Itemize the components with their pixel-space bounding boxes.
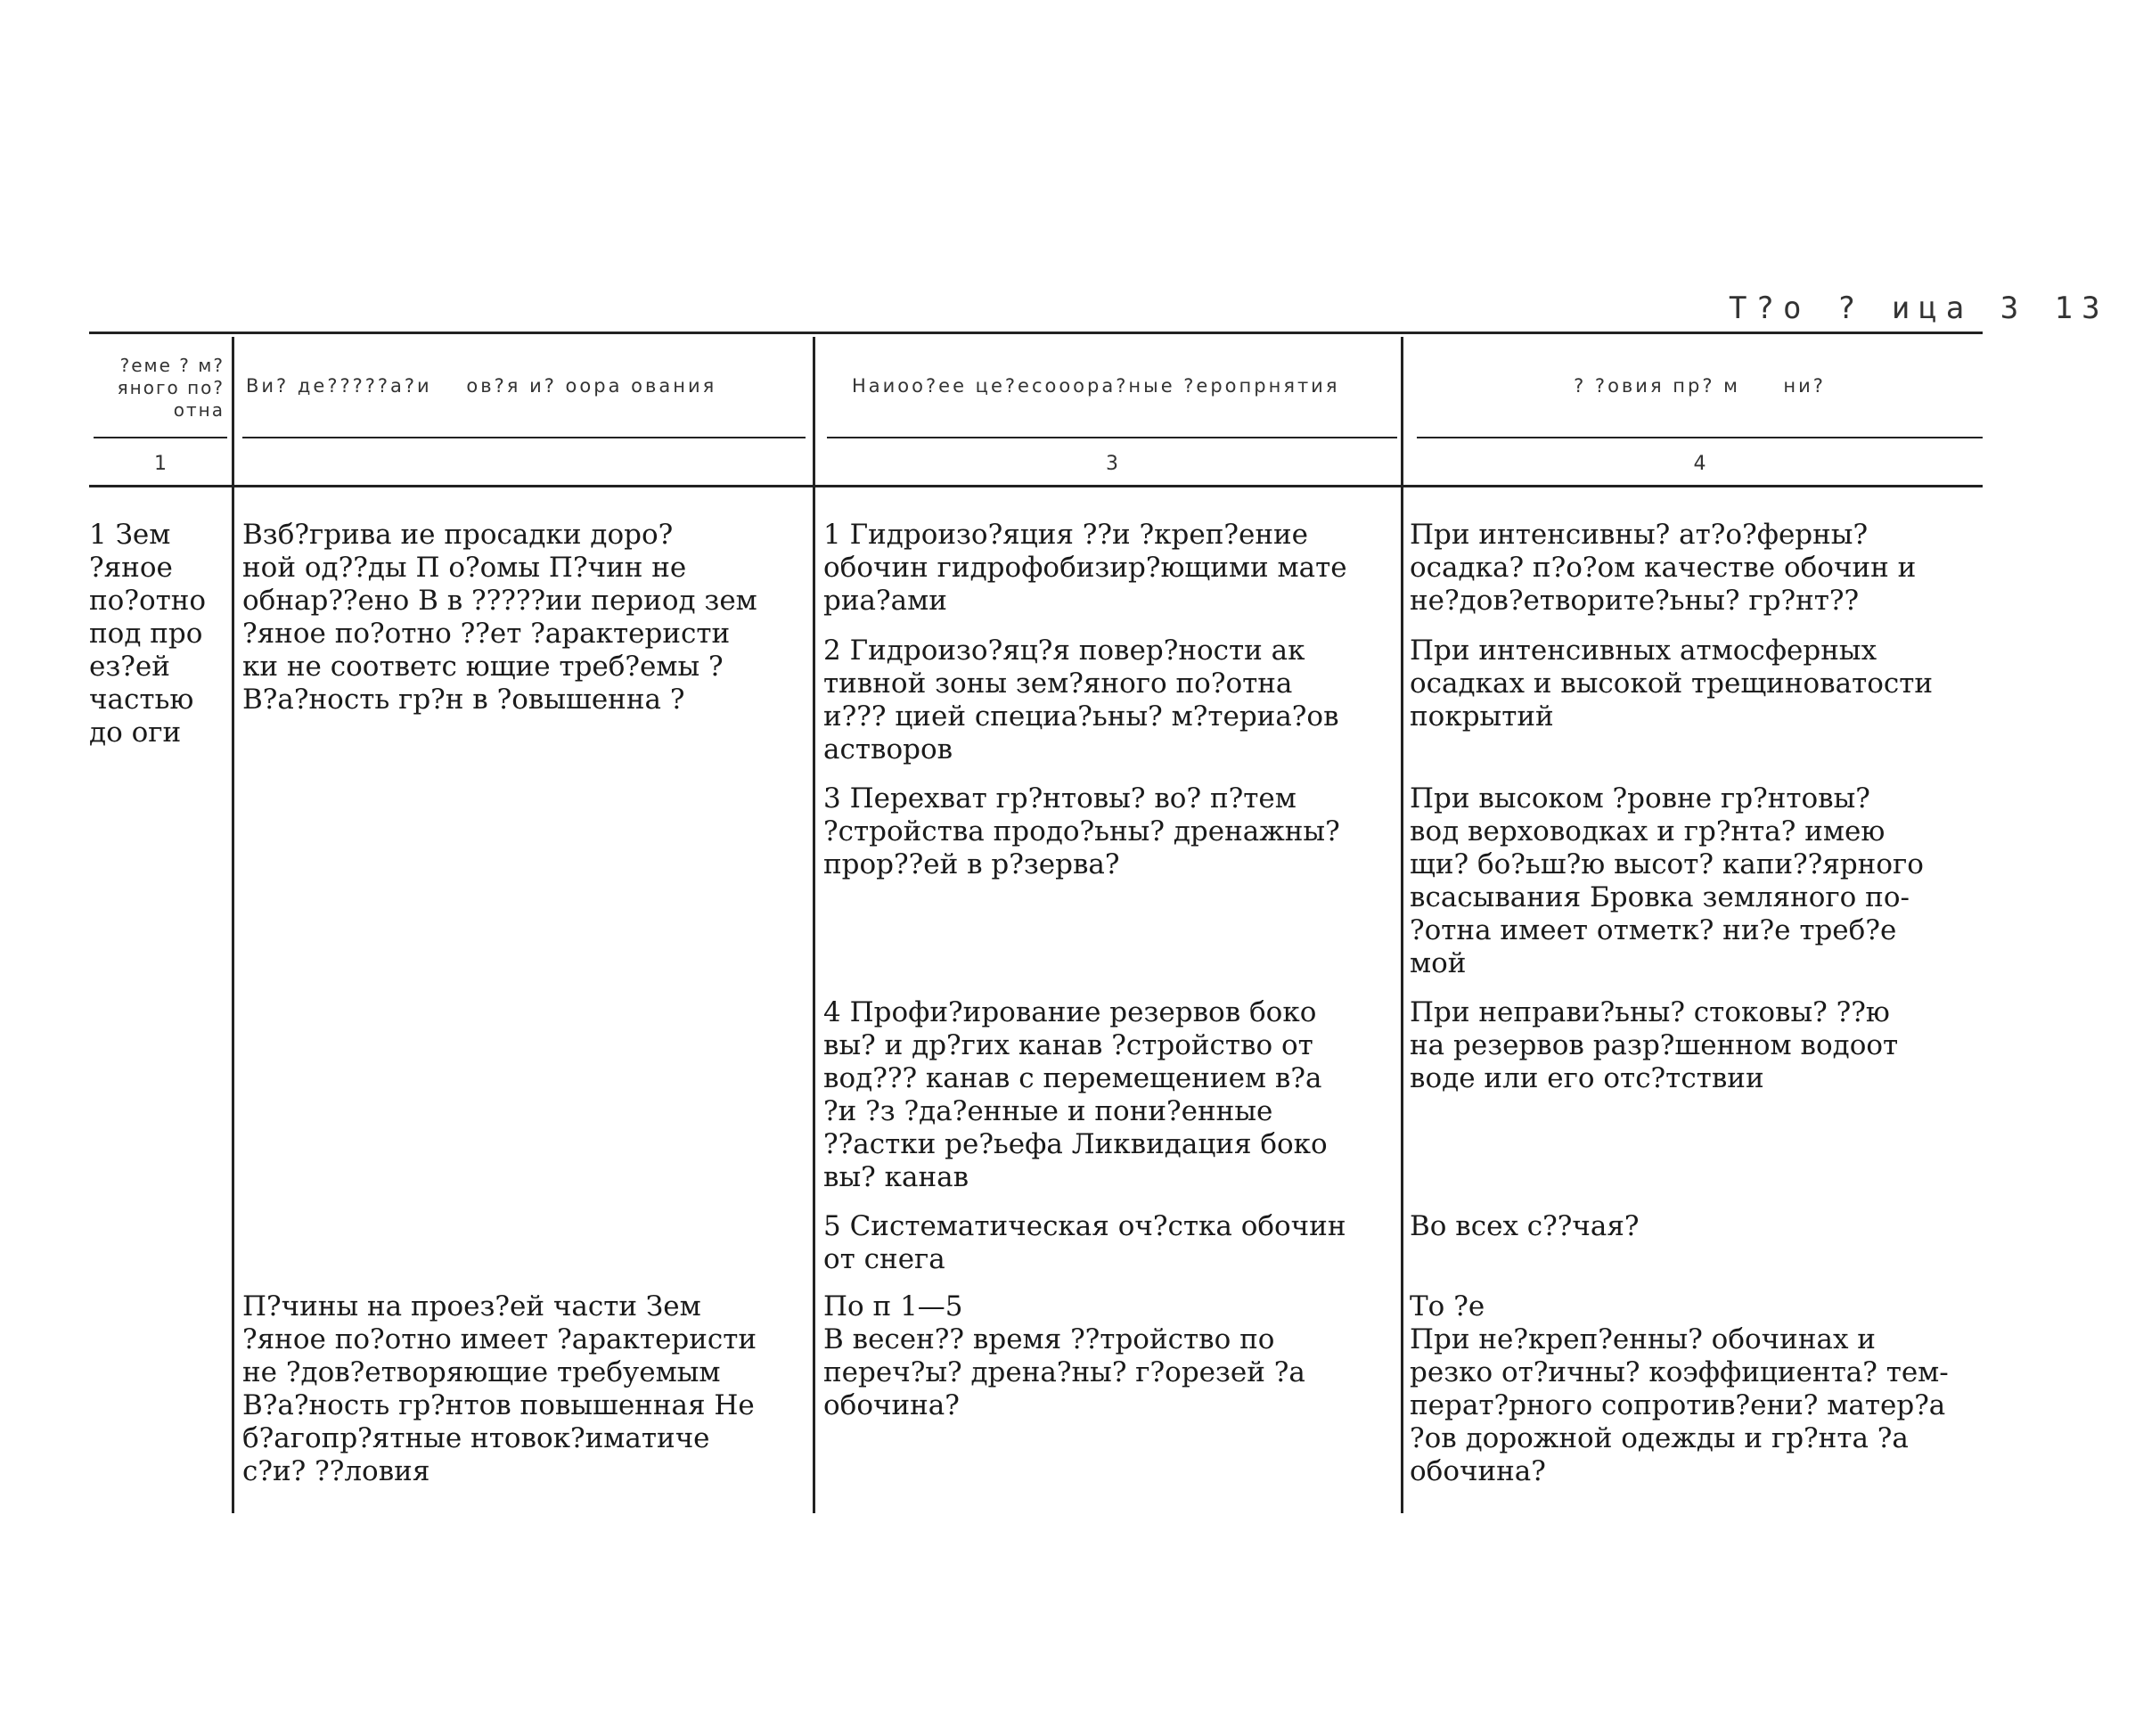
condition-3: При высоком ?ровне гр?нтовы? вод верховодках и гр?нта? имею щи? бо?ьш?ю высот? капи??ярного всасывания Бровка земляного по- ?отна имеет отметк? ни?е треб?е мой [1410, 782, 1924, 979]
table-label: Т?о ? ица 3 13 [1729, 291, 2109, 326]
measure-2: 2 Гидроизо?яц?я повер?ности ак тивной зоны зем?яного по?отна и??? цией специа?ьны? м?териа?ов астворов [823, 635, 1339, 766]
table-top-rule [89, 332, 1983, 334]
header-rule-col2 [242, 437, 806, 438]
header-col2: Ви? де?????а?и ов?я и? оора ования [246, 375, 717, 397]
condition-4: При неправи?ьны? стоковы? ??ю на резервов разр?шенном водоот воде или его отс?тствии [1410, 996, 1899, 1094]
measure-4: 4 Профи?ирование резервов боко вы? и др?гих канав ?стройство от вод??? канав с перемещением в?а ?и ?з ?да?енные и пони?енные ??астки ре?ьефа Ликвидация боко вы? канав [823, 996, 1328, 1193]
defect-group-1: Взб?грива ие просадки доро? ной од??ды П о?омы П?чин не обнар??ено В в ?????ии период зем ?яное по?отно ??ет ?арактеристи ки не соответс ющие треб?емы ? В?а?ность гр?н в ?овышенна ? [242, 519, 757, 716]
col-divider-2 [813, 337, 815, 1513]
header-rule-col1 [94, 437, 227, 438]
condition-2: При интенсивных атмосферных осадках и высокой трещиноватости покрытий [1410, 635, 1934, 733]
number-row-rule [89, 485, 1983, 487]
col-divider-3 [1401, 337, 1403, 1513]
condition-5: Во всех с??чая? [1410, 1210, 1640, 1242]
condition-6: То ?е При не?креп?енны? обочинах и резко от?ичны? коэффициента? тем- перат?рного сопротив?ени? матер?а ?ов дорожной одежды и гр?нта ?а обочина? [1410, 1290, 1949, 1487]
header-col1: ?еме ? м?яного по?отна [117, 355, 225, 421]
header-rule-col3 [827, 437, 1397, 438]
measure-3: 3 Перехват гр?нтовы? во? п?тем ?стройства продо?ьны? дренажны? прор??ей в р?зерва? [823, 782, 1340, 880]
condition-1: При интенсивны? ат?о?ферны? осадка? п?о?ом качестве обочин и не?дов?етворите?ьны? гр?нт?? [1410, 519, 1917, 617]
measure-6: По п 1—5 В весен?? время ??тройство по переч?ы? дрена?ны? г?орезей ?а обочина? [823, 1290, 1305, 1421]
defect-group-2: П?чины на проез?ей части Зем ?яное по?отно имеет ?арактеристи не ?дов?етворяющие требуемым В?а?ность гр?нтов повышенная Не б?агопр?ятные нтовок?иматиче с?и? ??ловия [242, 1290, 757, 1487]
measure-5: 5 Систематическая оч?стка обочин от снега [823, 1210, 1346, 1275]
col-divider-1 [232, 337, 234, 1513]
header-rule-col4 [1417, 437, 1983, 438]
column-number-4: 4 [1693, 453, 1706, 475]
header-col3: Наиоо?ее це?есооора?ные ?еропрнятия [852, 375, 1340, 397]
column-number-3: 3 [1106, 453, 1118, 475]
row-title: 1 Зем ?яное по?отно под про ез?ей частью до оги [89, 519, 207, 749]
column-number-1: 1 [154, 453, 167, 475]
header-col4: ? ?овия пр? м ни? [1574, 375, 1826, 397]
measure-1: 1 Гидроизо?яция ??и ?креп?ение обочин гидрофобизир?ющими мате риа?ами [823, 519, 1347, 617]
